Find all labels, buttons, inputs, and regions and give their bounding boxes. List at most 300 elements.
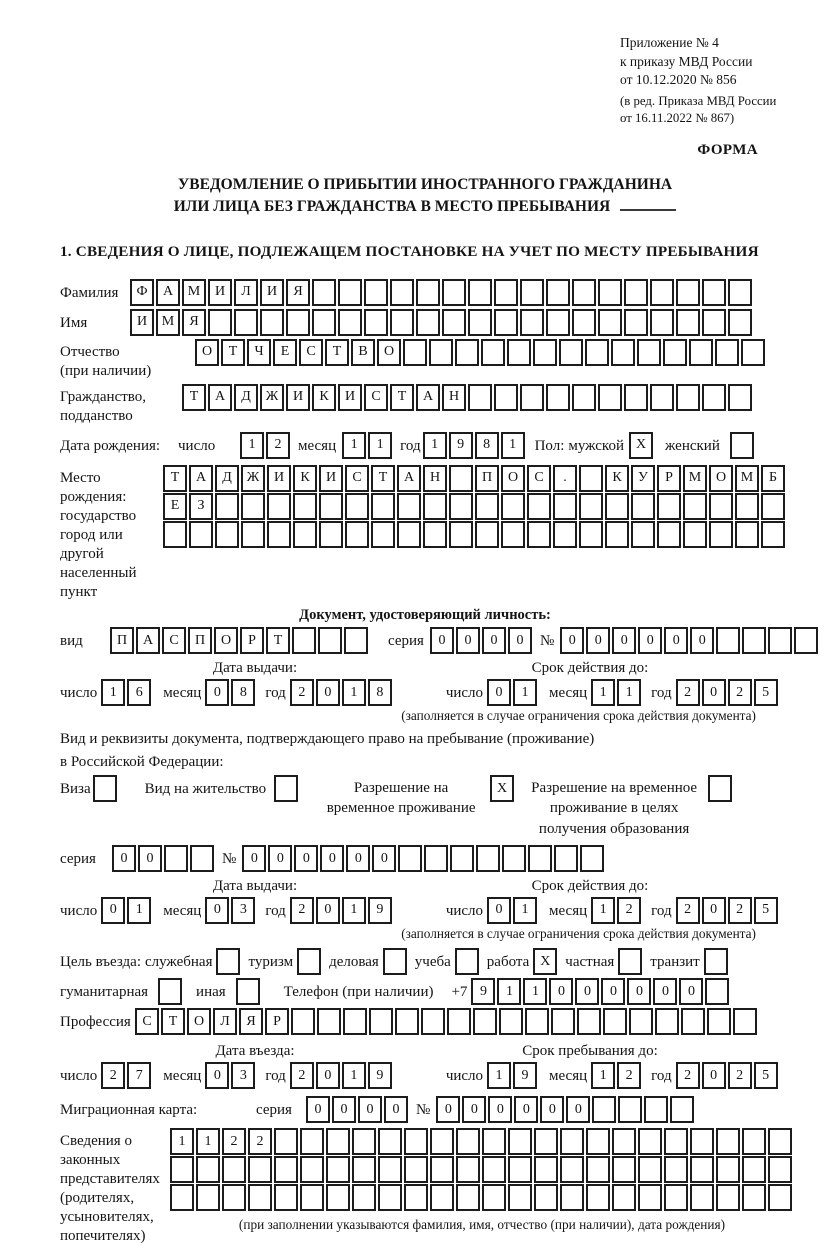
- form-cell[interactable]: [637, 339, 661, 366]
- form-cell[interactable]: Ж: [241, 465, 265, 492]
- form-cell[interactable]: Ж: [260, 384, 284, 411]
- form-cell[interactable]: [683, 493, 707, 520]
- form-cell[interactable]: 1: [523, 978, 547, 1005]
- form-cell[interactable]: [681, 1008, 705, 1035]
- form-cell[interactable]: [520, 384, 544, 411]
- form-cell[interactable]: 0: [462, 1096, 486, 1123]
- form-cell[interactable]: [559, 339, 583, 366]
- form-cell[interactable]: [683, 521, 707, 548]
- form-cell[interactable]: 0: [575, 978, 599, 1005]
- form-cell[interactable]: 0: [384, 1096, 408, 1123]
- form-cell[interactable]: [300, 1184, 324, 1211]
- form-cell[interactable]: [430, 1128, 454, 1155]
- form-cell[interactable]: [690, 1184, 714, 1211]
- form-cell[interactable]: [598, 309, 622, 336]
- form-cell[interactable]: 5: [754, 679, 778, 706]
- form-cell[interactable]: А: [189, 465, 213, 492]
- form-cell[interactable]: 1: [423, 432, 447, 459]
- form-cell[interactable]: Т: [325, 339, 349, 366]
- form-cell[interactable]: [528, 845, 552, 872]
- visa-checkbox[interactable]: [93, 775, 117, 802]
- form-cell[interactable]: [378, 1184, 402, 1211]
- form-cell[interactable]: [404, 1184, 428, 1211]
- form-cell[interactable]: [395, 1008, 419, 1035]
- form-cell[interactable]: [344, 627, 368, 654]
- form-cell[interactable]: 0: [549, 978, 573, 1005]
- form-cell[interactable]: [449, 465, 473, 492]
- form-cell[interactable]: [579, 465, 603, 492]
- form-cell[interactable]: [546, 384, 570, 411]
- form-cell[interactable]: [481, 339, 505, 366]
- form-cell[interactable]: [343, 1008, 367, 1035]
- form-cell[interactable]: 0: [586, 627, 610, 654]
- form-cell[interactable]: [338, 279, 362, 306]
- form-cell[interactable]: [520, 279, 544, 306]
- form-cell[interactable]: [423, 521, 447, 548]
- form-cell[interactable]: [508, 1156, 532, 1183]
- form-cell[interactable]: [416, 309, 440, 336]
- purpose-official-checkbox[interactable]: [216, 948, 240, 975]
- form-cell[interactable]: [624, 384, 648, 411]
- form-cell[interactable]: [638, 1128, 662, 1155]
- form-cell[interactable]: [241, 521, 265, 548]
- form-cell[interactable]: [664, 1128, 688, 1155]
- form-cell[interactable]: Н: [442, 384, 466, 411]
- form-cell[interactable]: [455, 339, 479, 366]
- form-cell[interactable]: [390, 309, 414, 336]
- form-cell[interactable]: [501, 493, 525, 520]
- form-cell[interactable]: [378, 1128, 402, 1155]
- form-cell[interactable]: [525, 1008, 549, 1035]
- form-cell[interactable]: Ф: [130, 279, 154, 306]
- form-cell[interactable]: [234, 309, 258, 336]
- form-cell[interactable]: 2: [101, 1062, 125, 1089]
- form-cell[interactable]: [170, 1184, 194, 1211]
- form-cell[interactable]: [424, 845, 448, 872]
- form-cell[interactable]: [638, 1156, 662, 1183]
- form-cell[interactable]: [586, 1156, 610, 1183]
- form-cell[interactable]: [554, 845, 578, 872]
- form-cell[interactable]: [664, 1184, 688, 1211]
- form-cell[interactable]: И: [286, 384, 310, 411]
- form-cell[interactable]: [260, 309, 284, 336]
- form-cell[interactable]: М: [182, 279, 206, 306]
- form-cell[interactable]: [494, 279, 518, 306]
- form-cell[interactable]: [248, 1184, 272, 1211]
- form-cell[interactable]: А: [136, 627, 160, 654]
- form-cell[interactable]: З: [189, 493, 213, 520]
- form-cell[interactable]: [657, 521, 681, 548]
- form-cell[interactable]: [611, 339, 635, 366]
- form-cell[interactable]: [398, 845, 422, 872]
- form-cell[interactable]: [170, 1156, 194, 1183]
- form-cell[interactable]: [572, 384, 596, 411]
- form-cell[interactable]: [390, 279, 414, 306]
- form-cell[interactable]: [603, 1008, 627, 1035]
- form-cell[interactable]: [352, 1184, 376, 1211]
- form-cell[interactable]: [293, 493, 317, 520]
- form-cell[interactable]: Т: [182, 384, 206, 411]
- form-cell[interactable]: К: [293, 465, 317, 492]
- form-cell[interactable]: 0: [482, 627, 506, 654]
- form-cell[interactable]: 7: [127, 1062, 151, 1089]
- form-cell[interactable]: 0: [540, 1096, 564, 1123]
- form-cell[interactable]: [520, 309, 544, 336]
- form-cell[interactable]: [657, 493, 681, 520]
- form-cell[interactable]: [364, 279, 388, 306]
- form-cell[interactable]: А: [208, 384, 232, 411]
- form-cell[interactable]: [546, 279, 570, 306]
- form-cell[interactable]: П: [188, 627, 212, 654]
- form-cell[interactable]: [475, 493, 499, 520]
- form-cell[interactable]: [352, 1128, 376, 1155]
- form-cell[interactable]: [312, 309, 336, 336]
- form-cell[interactable]: [345, 521, 369, 548]
- form-cell[interactable]: А: [397, 465, 421, 492]
- form-cell[interactable]: [689, 339, 713, 366]
- form-cell[interactable]: 1: [240, 432, 264, 459]
- form-cell[interactable]: [702, 309, 726, 336]
- form-cell[interactable]: [598, 279, 622, 306]
- form-cell[interactable]: [794, 627, 818, 654]
- form-cell[interactable]: [618, 1096, 642, 1123]
- form-cell[interactable]: 0: [306, 1096, 330, 1123]
- form-cell[interactable]: 0: [508, 627, 532, 654]
- form-cell[interactable]: 1: [368, 432, 392, 459]
- form-cell[interactable]: [527, 521, 551, 548]
- form-cell[interactable]: [728, 384, 752, 411]
- form-cell[interactable]: О: [377, 339, 401, 366]
- form-cell[interactable]: [450, 845, 474, 872]
- form-cell[interactable]: [560, 1184, 584, 1211]
- form-cell[interactable]: [274, 1156, 298, 1183]
- form-cell[interactable]: [397, 493, 421, 520]
- form-cell[interactable]: [650, 384, 674, 411]
- form-cell[interactable]: М: [156, 309, 180, 336]
- form-cell[interactable]: [274, 1184, 298, 1211]
- form-cell[interactable]: [468, 384, 492, 411]
- form-cell[interactable]: 1: [127, 897, 151, 924]
- form-cell[interactable]: [430, 1156, 454, 1183]
- form-cell[interactable]: .: [553, 465, 577, 492]
- form-cell[interactable]: [449, 521, 473, 548]
- form-cell[interactable]: [690, 1156, 714, 1183]
- form-cell[interactable]: 0: [316, 679, 340, 706]
- form-cell[interactable]: 0: [690, 627, 714, 654]
- form-cell[interactable]: О: [195, 339, 219, 366]
- form-cell[interactable]: [534, 1184, 558, 1211]
- form-cell[interactable]: И: [208, 279, 232, 306]
- form-cell[interactable]: [702, 384, 726, 411]
- form-cell[interactable]: 2: [676, 1062, 700, 1089]
- form-cell[interactable]: [248, 1156, 272, 1183]
- form-cell[interactable]: [442, 309, 466, 336]
- form-cell[interactable]: [416, 279, 440, 306]
- form-cell[interactable]: [190, 845, 214, 872]
- form-cell[interactable]: И: [267, 465, 291, 492]
- form-cell[interactable]: [189, 521, 213, 548]
- form-cell[interactable]: [716, 1156, 740, 1183]
- form-cell[interactable]: 0: [612, 627, 636, 654]
- form-cell[interactable]: 2: [676, 897, 700, 924]
- form-cell[interactable]: 2: [728, 679, 752, 706]
- form-cell[interactable]: [378, 1156, 402, 1183]
- form-cell[interactable]: 1: [342, 897, 366, 924]
- temp-residence-edu-checkbox[interactable]: [708, 775, 732, 802]
- form-cell[interactable]: [507, 339, 531, 366]
- form-cell[interactable]: Д: [234, 384, 258, 411]
- form-cell[interactable]: П: [475, 465, 499, 492]
- form-cell[interactable]: [551, 1008, 575, 1035]
- form-cell[interactable]: 0: [627, 978, 651, 1005]
- form-cell[interactable]: 1: [501, 432, 525, 459]
- form-cell[interactable]: Д: [215, 465, 239, 492]
- residence-permit-checkbox[interactable]: [274, 775, 298, 802]
- form-cell[interactable]: 9: [513, 1062, 537, 1089]
- form-cell[interactable]: [222, 1156, 246, 1183]
- form-cell[interactable]: [241, 493, 265, 520]
- form-cell[interactable]: [577, 1008, 601, 1035]
- form-cell[interactable]: [404, 1128, 428, 1155]
- form-cell[interactable]: 0: [205, 679, 229, 706]
- form-cell[interactable]: 0: [372, 845, 396, 872]
- form-cell[interactable]: [605, 521, 629, 548]
- form-cell[interactable]: [579, 493, 603, 520]
- form-cell[interactable]: О: [214, 627, 238, 654]
- form-cell[interactable]: 2: [248, 1128, 272, 1155]
- purpose-business-checkbox[interactable]: [383, 948, 407, 975]
- form-cell[interactable]: 1: [617, 679, 641, 706]
- form-cell[interactable]: [579, 521, 603, 548]
- form-cell[interactable]: [286, 309, 310, 336]
- form-cell[interactable]: 0: [358, 1096, 382, 1123]
- form-cell[interactable]: Б: [761, 465, 785, 492]
- form-cell[interactable]: [364, 309, 388, 336]
- form-cell[interactable]: [715, 339, 739, 366]
- form-cell[interactable]: [456, 1128, 480, 1155]
- form-cell[interactable]: [592, 1096, 616, 1123]
- form-cell[interactable]: [473, 1008, 497, 1035]
- form-cell[interactable]: [676, 279, 700, 306]
- form-cell[interactable]: [222, 1184, 246, 1211]
- form-cell[interactable]: [163, 521, 187, 548]
- form-cell[interactable]: [663, 339, 687, 366]
- form-cell[interactable]: И: [130, 309, 154, 336]
- form-cell[interactable]: 0: [488, 1096, 512, 1123]
- form-cell[interactable]: 0: [294, 845, 318, 872]
- form-cell[interactable]: М: [683, 465, 707, 492]
- form-cell[interactable]: 2: [290, 897, 314, 924]
- form-cell[interactable]: А: [156, 279, 180, 306]
- form-cell[interactable]: О: [709, 465, 733, 492]
- form-cell[interactable]: [612, 1184, 636, 1211]
- form-cell[interactable]: 0: [638, 627, 662, 654]
- form-cell[interactable]: 1: [497, 978, 521, 1005]
- form-cell[interactable]: Ч: [247, 339, 271, 366]
- form-cell[interactable]: [369, 1008, 393, 1035]
- form-cell[interactable]: [482, 1156, 506, 1183]
- form-cell[interactable]: 0: [514, 1096, 538, 1123]
- form-cell[interactable]: [300, 1128, 324, 1155]
- purpose-study-checkbox[interactable]: [455, 948, 479, 975]
- form-cell[interactable]: 8: [475, 432, 499, 459]
- form-cell[interactable]: 0: [205, 897, 229, 924]
- form-cell[interactable]: Т: [390, 384, 414, 411]
- form-cell[interactable]: [456, 1156, 480, 1183]
- form-cell[interactable]: 0: [456, 627, 480, 654]
- form-cell[interactable]: 0: [664, 627, 688, 654]
- form-cell[interactable]: 0: [702, 679, 726, 706]
- form-cell[interactable]: [650, 309, 674, 336]
- form-cell[interactable]: [403, 339, 427, 366]
- form-cell[interactable]: [650, 279, 674, 306]
- form-cell[interactable]: [319, 493, 343, 520]
- form-cell[interactable]: 2: [728, 897, 752, 924]
- form-cell[interactable]: Р: [657, 465, 681, 492]
- form-cell[interactable]: 1: [342, 1062, 366, 1089]
- form-cell[interactable]: 0: [601, 978, 625, 1005]
- form-cell[interactable]: [345, 493, 369, 520]
- form-cell[interactable]: Л: [213, 1008, 237, 1035]
- form-cell[interactable]: С: [162, 627, 186, 654]
- form-cell[interactable]: [612, 1156, 636, 1183]
- form-cell[interactable]: 2: [728, 1062, 752, 1089]
- form-cell[interactable]: [716, 1184, 740, 1211]
- form-cell[interactable]: [429, 339, 453, 366]
- form-cell[interactable]: [312, 279, 336, 306]
- sex-male-checkbox[interactable]: X: [629, 432, 653, 459]
- form-cell[interactable]: 1: [591, 1062, 615, 1089]
- form-cell[interactable]: [585, 339, 609, 366]
- sex-female-checkbox[interactable]: [730, 432, 754, 459]
- form-cell[interactable]: 2: [290, 679, 314, 706]
- form-cell[interactable]: [624, 279, 648, 306]
- form-cell[interactable]: [499, 1008, 523, 1035]
- form-cell[interactable]: 0: [436, 1096, 460, 1123]
- form-cell[interactable]: [468, 309, 492, 336]
- form-cell[interactable]: [215, 521, 239, 548]
- form-cell[interactable]: [629, 1008, 653, 1035]
- form-cell[interactable]: [709, 493, 733, 520]
- form-cell[interactable]: [741, 339, 765, 366]
- form-cell[interactable]: О: [187, 1008, 211, 1035]
- form-cell[interactable]: Е: [163, 493, 187, 520]
- form-cell[interactable]: [709, 521, 733, 548]
- form-cell[interactable]: [676, 384, 700, 411]
- form-cell[interactable]: 0: [242, 845, 266, 872]
- form-cell[interactable]: Я: [239, 1008, 263, 1035]
- form-cell[interactable]: [768, 1184, 792, 1211]
- form-cell[interactable]: [612, 1128, 636, 1155]
- form-cell[interactable]: [300, 1156, 324, 1183]
- form-cell[interactable]: [728, 279, 752, 306]
- form-cell[interactable]: 9: [368, 1062, 392, 1089]
- form-cell[interactable]: [292, 627, 316, 654]
- form-cell[interactable]: [456, 1184, 480, 1211]
- form-cell[interactable]: [533, 339, 557, 366]
- form-cell[interactable]: 2: [222, 1128, 246, 1155]
- form-cell[interactable]: [319, 521, 343, 548]
- form-cell[interactable]: 1: [513, 679, 537, 706]
- form-cell[interactable]: [318, 627, 342, 654]
- form-cell[interactable]: [494, 309, 518, 336]
- form-cell[interactable]: 0: [316, 897, 340, 924]
- form-cell[interactable]: [705, 978, 729, 1005]
- form-cell[interactable]: Т: [266, 627, 290, 654]
- form-cell[interactable]: [482, 1184, 506, 1211]
- form-cell[interactable]: [502, 845, 526, 872]
- form-cell[interactable]: [475, 521, 499, 548]
- form-cell[interactable]: В: [351, 339, 375, 366]
- purpose-tourism-checkbox[interactable]: [297, 948, 321, 975]
- form-cell[interactable]: 3: [231, 897, 255, 924]
- form-cell[interactable]: Р: [240, 627, 264, 654]
- form-cell[interactable]: 8: [231, 679, 255, 706]
- form-cell[interactable]: 0: [679, 978, 703, 1005]
- form-cell[interactable]: [421, 1008, 445, 1035]
- form-cell[interactable]: [605, 493, 629, 520]
- form-cell[interactable]: [527, 493, 551, 520]
- form-cell[interactable]: М: [735, 465, 759, 492]
- form-cell[interactable]: 6: [127, 679, 151, 706]
- form-cell[interactable]: [655, 1008, 679, 1035]
- form-cell[interactable]: Я: [286, 279, 310, 306]
- form-cell[interactable]: [560, 1156, 584, 1183]
- form-cell[interactable]: [371, 493, 395, 520]
- form-cell[interactable]: [733, 1008, 757, 1035]
- form-cell[interactable]: 0: [320, 845, 344, 872]
- form-cell[interactable]: [208, 309, 232, 336]
- form-cell[interactable]: [768, 1156, 792, 1183]
- purpose-humanitarian-checkbox[interactable]: [158, 978, 182, 1005]
- form-cell[interactable]: [761, 521, 785, 548]
- form-cell[interactable]: 1: [170, 1128, 194, 1155]
- form-cell[interactable]: [742, 1128, 766, 1155]
- form-cell[interactable]: [553, 493, 577, 520]
- form-cell[interactable]: 1: [591, 897, 615, 924]
- purpose-other-checkbox[interactable]: [236, 978, 260, 1005]
- form-cell[interactable]: [707, 1008, 731, 1035]
- form-cell[interactable]: [447, 1008, 471, 1035]
- form-cell[interactable]: [326, 1184, 350, 1211]
- form-cell[interactable]: Н: [423, 465, 447, 492]
- form-cell[interactable]: [598, 384, 622, 411]
- form-cell[interactable]: [430, 1184, 454, 1211]
- form-cell[interactable]: [326, 1128, 350, 1155]
- form-cell[interactable]: [735, 521, 759, 548]
- form-cell[interactable]: [274, 1128, 298, 1155]
- form-cell[interactable]: 9: [471, 978, 495, 1005]
- form-cell[interactable]: [468, 279, 492, 306]
- form-cell[interactable]: [317, 1008, 341, 1035]
- form-cell[interactable]: 0: [487, 679, 511, 706]
- form-cell[interactable]: И: [338, 384, 362, 411]
- form-cell[interactable]: 0: [702, 897, 726, 924]
- form-cell[interactable]: 1: [342, 432, 366, 459]
- form-cell[interactable]: 1: [591, 679, 615, 706]
- form-cell[interactable]: [534, 1128, 558, 1155]
- form-cell[interactable]: [702, 279, 726, 306]
- form-cell[interactable]: 0: [487, 897, 511, 924]
- form-cell[interactable]: [267, 521, 291, 548]
- form-cell[interactable]: 1: [487, 1062, 511, 1089]
- form-cell[interactable]: [580, 845, 604, 872]
- form-cell[interactable]: [560, 1128, 584, 1155]
- form-cell[interactable]: 0: [332, 1096, 356, 1123]
- form-cell[interactable]: [476, 845, 500, 872]
- form-cell[interactable]: 1: [196, 1128, 220, 1155]
- form-cell[interactable]: 0: [346, 845, 370, 872]
